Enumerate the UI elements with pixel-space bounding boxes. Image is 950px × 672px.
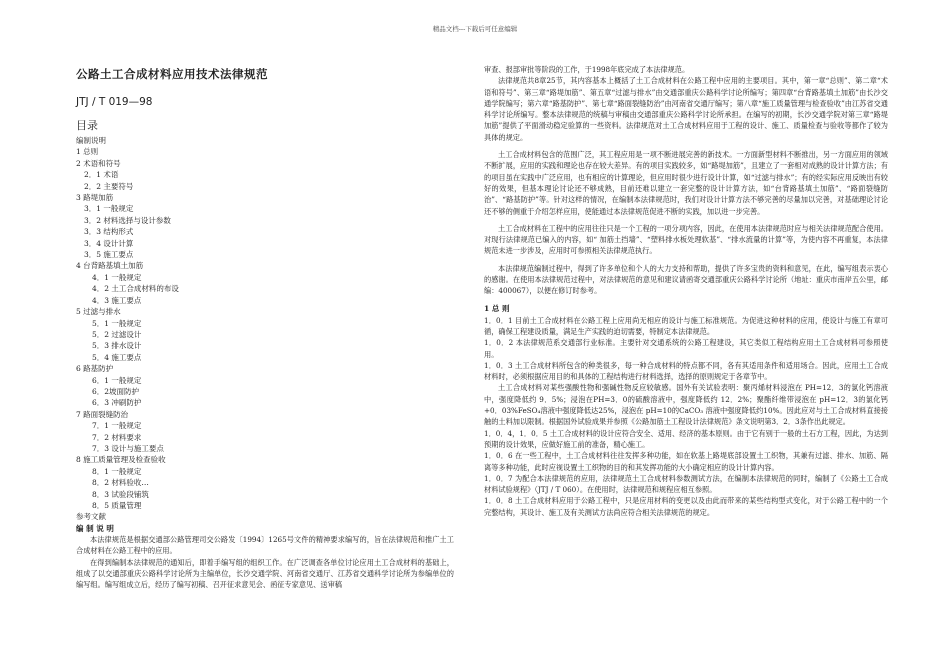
toc-entry: 8．3 试验段铺筑	[92, 489, 149, 499]
toc-entry: 6．2坡面防护	[92, 386, 140, 396]
clause-1-0-3-note: 土工合成材料对某些强酸性物和强碱性物反应较敏感。国外有关试验表明：聚丙烯材料浸泡在 PH=12．3的氯化钙溶液中，强度降低约 9．5%；浸泡在PH=3．0的硫酸溶液中，强度降低约 12．2%；聚酯纤维带浸泡在 pH=12．3的氯化钙 +0．03%FeSO₄溶液中强度降低达25%，浸泡在 pH=10的CaCO₃ 溶液中强度降低约10%。因此应对与土工合成材料直接接触的土料加以限制。根据国外试验成果并参照《公路加筋土工程设计法律规范》条文说明第3．2．3条作出此规定。	[484, 383, 888, 427]
clause-1-0-2: 1．0．2 本法律规范系交通部行业标准。主要针对交通系统的公路工程建设，其它类似工程结构应用土工合成材料可参照使用。	[484, 338, 888, 359]
toc-entry: 参考文献	[76, 512, 106, 522]
toc-entry: 6 路基防护	[76, 364, 114, 374]
preface-paragraph-5: 土工合成材料在工程中的应用往往只是一个工程的一项分项内容，因此，在使用本法律规范时应与相关法律规范配合使用。对现行法律规范已编入的内容，如“ 加筋土挡墙”、“塑料排水板处理软基”、“排水流量的计算”等，为使内容不再重复，本法律规范未进一步涉及，应用时可参照相关法律规范执行。	[484, 223, 888, 256]
standard-code: JTJ / T 019—98	[76, 96, 153, 108]
toc-entry: 3．5 施工要点	[84, 250, 134, 260]
toc-entry: 4．1 一般规定	[92, 272, 142, 282]
preface-paragraph-4: 土工合成材料包含的范围广泛，其工程应用是一项不断进展完善的新技术。一方面新型材料不断推出，另一方面应用的领域不断扩展，应用的实践和理论也存在较大差异。有的项目实践较多，如“路堤加筋”，且建立了一套相对成熟的设计计算方法；有的项目虽在实践中广泛应用，也有相应的计算理论，但应用时很少进行设计计算，如“过滤与排水”；有的经实际应用反映出有较好的效果，但基本理论讨论还不够成熟，目前还难以建立一套完整的设计计算方法，如“台背路基填土加筋”、“路面裂缝防治”、“路基防护”等。针对这样的情况，在编制本法律规范时，我们对设计计算方法不够完善的尽量加以完善，对基础理论讨论还不够的侧重于介绍怎样应用，使能通过本法律规范促进不断的实践，加以进一步完善。	[484, 150, 888, 216]
toc-entry: 5．4 施工要点	[92, 352, 142, 362]
toc-entry: 8 施工质量管理及检查验收	[76, 455, 166, 465]
toc-entry: 4．3 施工要点	[92, 295, 142, 305]
preface-paragraph-1: 本法律规范是根据交通部公路管理司交公路发〔1994〕1265号文件的精神要求编写的，旨在法律规范和推广土工合成材料在公路工程中的应用。	[76, 535, 454, 556]
toc-entry: 3 路堤加筋	[76, 193, 114, 203]
toc-entry: 3．2 材料选择与设计参数	[84, 215, 171, 225]
document-title: 公路土工合成材料应用技术法律规范	[76, 67, 268, 81]
toc-entry: 3．4 设计计算	[84, 238, 134, 248]
toc-entry: 1 总则	[76, 147, 99, 157]
toc-entry: 5．2 过滤设计	[92, 329, 142, 339]
toc-entry: 2 术语和符号	[76, 158, 121, 168]
toc-entry: 7．2 材料要求	[92, 432, 142, 442]
preface-paragraph-2: 在得到编制本法律规范的通知后，即着手编写组的组织工作。在广泛调查各单位讨论应用土工合成材料的基础上，组成了以交通部重庆公路科学讨论所为主编单位，长沙交通学院、河南省交通厅、江苏省交通科学讨论所为参编单位的编写组。编写组成立后，经历了编写初稿、召开征求意见会、函征专家意见、送审稿	[76, 557, 454, 590]
toc-entry: 8．1 一般规定	[92, 466, 142, 476]
toc-entry: 7 路面裂缝防治	[76, 409, 129, 419]
toc-entry: 3．3 结构形式	[84, 227, 134, 237]
preface-continuation: 审查、报部审批等阶段的工作，于1998年底完成了本法律规范。	[484, 65, 690, 74]
toc-entry: 7．3 设计与施工要点	[92, 443, 164, 453]
toc-entry: 5．1 一般规定	[92, 318, 142, 328]
toc-entry: 编制说明	[76, 136, 106, 145]
section-heading-preface: 编 制 说 明	[76, 523, 114, 533]
toc-entry: 7．1 一般规定	[92, 421, 142, 431]
toc-entry: 2．2 主要符号	[84, 181, 134, 191]
table-of-contents	[76, 135, 454, 523]
toc-entry: 4．2 土工合成材料的布设	[92, 284, 179, 294]
left-column	[76, 66, 454, 590]
preface-paragraph-3: 法律规范共8章25节，其内容基本上概括了土工合成材料在公路工程中应用的主要项目。其中，第一章“总则”、第二章“术语和符号”、第三章“路堤加筋”、第五章“过滤与排水”由交通部重庆公路科学讨论所编写；第四章“台背路基填土加筋”由长沙交通学院编写；第六章“路基防护”、第七章“路面裂缝防治”由河南省交通厅编写；第八章“施工质量管理与检查验收”由江苏省交通科学讨论所编写。整本法律规范的统稿与审稿由交通部重庆公路科学讨论所承担。在编写的初期，长沙交通学院对第三章“路堤加筋”提供了平面滑动稳定验算的一些资料。法律规范对土工合成材料应用于工程的设计、施工、质量检查与验收等都作了较为具体的规定。	[484, 76, 888, 142]
clause-1-0-7: 1．0．7 为配合本法律规范的应用，法律规范土工合成材料参数测试方法，在编制本法律规范的同时，编制了《公路土工合成材料试验规程》（JTJ / T 060）。在使用时，法律规范和规程应相互参照。	[484, 473, 888, 495]
toc-entry: 6．1 一般规定	[92, 375, 142, 385]
toc-entry: 3．1 一般规定	[84, 204, 134, 214]
clause-1-0-4-5: 1．0．4，1．0．5 土工合成材料的设计应符合安全、适用、经济的基本原则。由于它有别于一般的土石方工程，因此，为达到预期的设计效果，应做好施工前的准备，精心施工。	[484, 428, 888, 449]
section-heading-general: 1 总 则	[484, 303, 510, 313]
toc-entry: 8．5 质量管理	[92, 501, 142, 510]
toc-heading: 目录	[76, 119, 98, 132]
clause-1-0-6: 1．0．6 在一些工程中，土工合成材料往往发挥多种功能，如在软基上路堤底部设置土工织物，其兼有过滤、排水、加筋、隔离等多种功能，此时应视设置土工织物的目的和其发挥功能的大小确定相应的设计计算内容。	[484, 451, 888, 472]
toc-entry: 8．2 材料验收…	[92, 478, 149, 488]
clause-1-0-3: 1．0．3 土工合成材料所包含的种类很多，每一种合成材料的特点都不同，各有其适用条件和适用场合。因此，应用土工合成材料时，必须根据应用目的和具体的工程结构进行材料选择，选择的原则规定于各章节中。	[484, 360, 888, 382]
toc-entry: 5．3 排水设计	[92, 341, 142, 351]
right-column	[484, 64, 888, 518]
clause-1-0-8: 1．0．8 土工合成材料应用于公路工程中，只是应用材料的变更以及由此而带来的某些结构型式变化，对于公路工程中的一个完整结构，其设计、施工及有关测试方法尚应符合相关法律规范的规定。	[484, 496, 888, 517]
header-note: 精品文档---下载后可任意编辑	[432, 25, 518, 33]
toc-entry: 6．3 冲刷防护	[92, 398, 142, 408]
toc-entry: 4 台背路基填土加筋	[76, 261, 144, 271]
preface-paragraph-6: 本法律规范编制过程中，得到了许多单位和个人的大力支持和帮助，提供了许多宝贵的资料和意见，在此，编写组表示衷心的感谢。在使用本法律规范过程中，对法律规范的意见和建议请函寄交通部重庆公路科学讨论所（地址：重庆市南岸五公里，邮编：400067），以便在修订时参考。	[484, 263, 888, 296]
clause-1-0-1: 1．0．1 目前土工合成材料在公路工程上应用尚无相应的设计与施工标准规范。为促进这种材料的应用，使设计与施工有章可循，确保工程建设质量，满足生产实践的迫切需要，特制定本法律规范。	[484, 315, 888, 336]
toc-entry: 5 过滤与排水	[76, 307, 121, 317]
toc-entry: 2．1 术语	[84, 170, 119, 180]
